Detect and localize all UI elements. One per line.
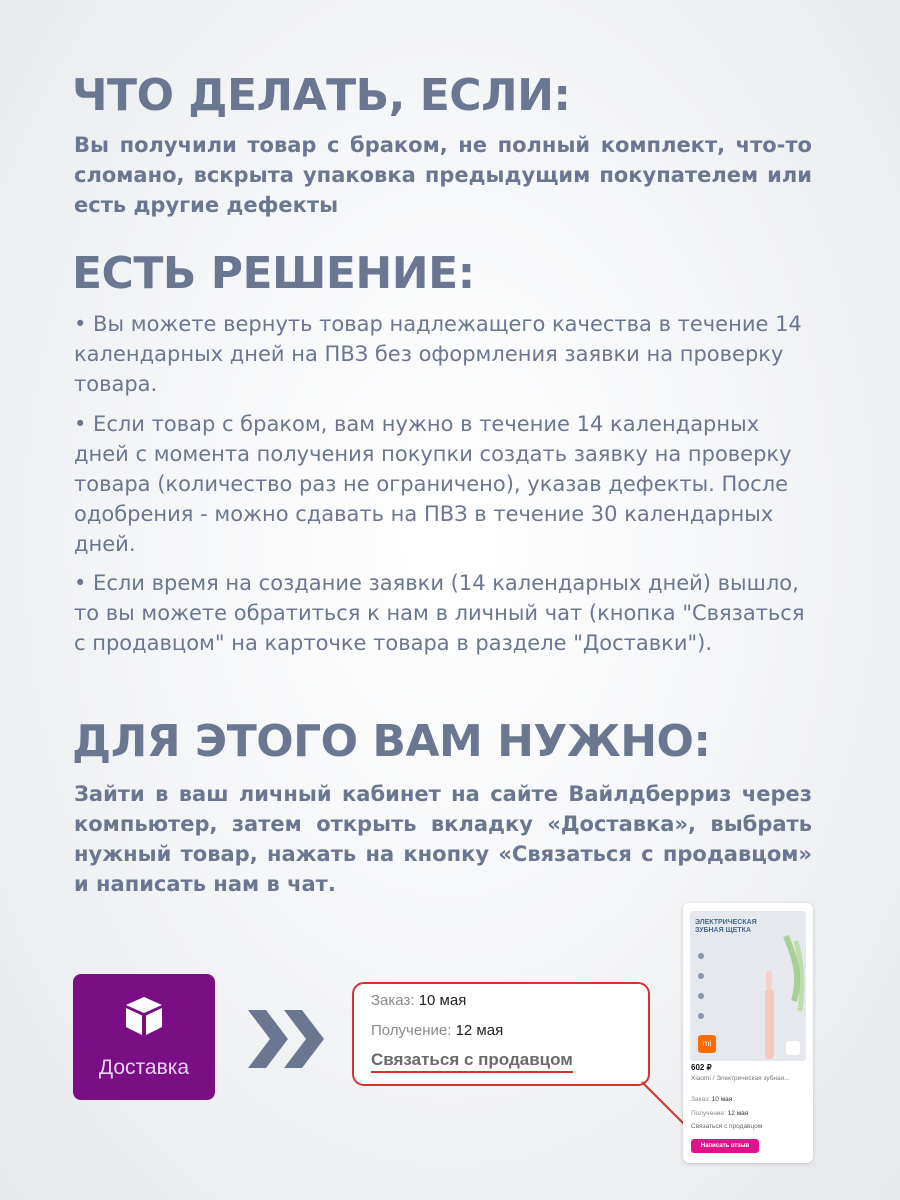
product-name[interactable]: Xiaomi / Электрическая зубная... (691, 1075, 790, 1082)
product-receive-row (691, 1110, 748, 1117)
box-icon (122, 994, 166, 1038)
product-order-label: Заказ: (691, 1096, 710, 1103)
product-receive-date: 12 мая (727, 1110, 749, 1117)
double-chevron-right-icon (246, 1008, 328, 1070)
receive-label: Получение: (371, 1022, 452, 1039)
product-order-date: 10 мая (711, 1096, 733, 1103)
product-receive-label: Получение: (691, 1110, 726, 1117)
receive-date-row (371, 1022, 503, 1039)
order-details-callout (352, 982, 650, 1086)
thumb-icon (698, 993, 704, 999)
clock-icon (698, 1013, 704, 1019)
delivery-tile-label: Доставка (98, 1056, 190, 1079)
mi-logo-icon: mi (698, 1035, 716, 1053)
product-order-row (691, 1096, 732, 1103)
heading-solution: ЕСТЬ РЕШЕНИЕ: (72, 248, 475, 299)
product-card[interactable] (683, 903, 813, 1163)
instructions-text: Зайти в ваш личный кабинет на сайте Вайлдберриз через компьютер, затем открыть вкладку «Доставка», выбрать нужный товар, нажать на кнопку «Связаться с продавцом» и написать нам в чат. (74, 782, 812, 896)
bullet-return: • Вы можете вернуть товар надлежащего качества в течение 14 календарных дней на ПВЗ без оформления заявки на проверку товара. (74, 312, 802, 396)
product-contact-seller-link[interactable]: Связаться с продавцом (691, 1123, 763, 1130)
product-image[interactable] (690, 911, 806, 1061)
order-date-row (371, 992, 466, 1009)
delivery-tab-tile[interactable] (73, 974, 215, 1100)
intro-text: Вы получили товар с браком, не полный комплект, что-то сломано, вскрыта упаковка предыдущим покупателем или есть другие дефекты (74, 133, 812, 217)
order-label: Заказ: (371, 992, 415, 1009)
product-price: 602 ₽ (691, 1063, 712, 1072)
contact-seller-link[interactable]: Связаться с продавцом (371, 1050, 573, 1073)
badge-icon (786, 1041, 800, 1055)
product-image-title: ЭЛЕКТРИЧЕСКАЯ ЗУБНАЯ ЩЕТКА (695, 919, 757, 934)
brush-icon (698, 973, 704, 979)
bullet-defect: • Если товар с браком, вам нужно в течение 14 календарных дней с момента получения покупки создать заявку на проверку товара (количество раз не ограничено), указав дефекты. После одобрения - можно сдавать на ПВЗ в течение 30 календарных дней. (74, 412, 792, 556)
receive-date: 12 мая (455, 1022, 504, 1039)
write-review-button[interactable]: Написать отзыв (691, 1139, 759, 1153)
tooth-icon (698, 953, 704, 959)
bullet-chat: • Если время на создание заявки (14 календарных дней) вышло, то вы можете обратиться к нам в личный чат (кнопка "Связаться с продавцом" на карточке товара в разделе "Доставки"). (74, 571, 805, 655)
order-date: 10 мая (418, 992, 467, 1009)
heading-what-to-do: ЧТО ДЕЛАТЬ, ЕСЛИ: (72, 70, 571, 121)
heading-you-need: ДЛЯ ЭТОГО ВАМ НУЖНО: (72, 716, 711, 767)
